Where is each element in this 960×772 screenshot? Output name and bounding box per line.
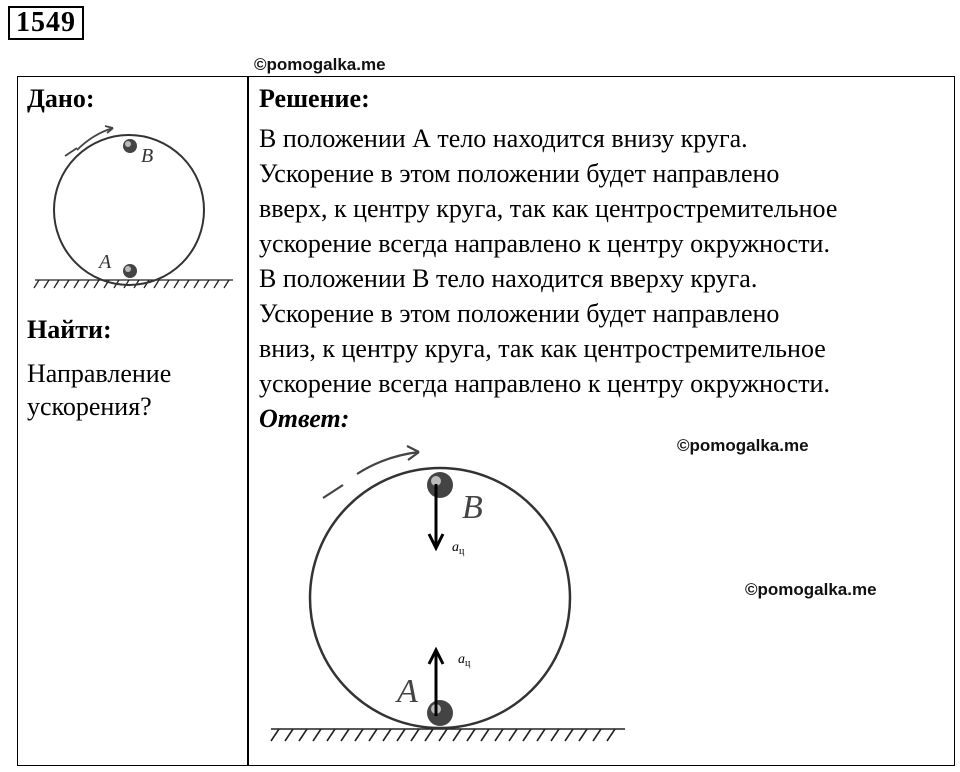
- find-text: [27, 357, 171, 423]
- motion-arrow-icon: [65, 126, 113, 156]
- body-b: [427, 472, 453, 498]
- label-b: B: [462, 489, 483, 526]
- find-line: Направление: [27, 359, 172, 388]
- track-circle: [310, 468, 570, 728]
- column-divider: [247, 76, 249, 766]
- solution-line: ускорение всегда направлено к центру окружности.: [259, 369, 830, 398]
- given-heading: Дано:: [27, 84, 95, 113]
- solution-heading: Решение:: [259, 84, 370, 113]
- find-line: ускорения?: [27, 392, 152, 421]
- watermark-middle: ©pomogalka.me: [677, 436, 809, 455]
- solution-line: вниз, к центру круга, так как центростремительное: [259, 334, 826, 363]
- watermark-top: ©pomogalka.me: [254, 55, 386, 74]
- accel-label-top: $a_ц$: [452, 540, 465, 557]
- track-circle: [54, 135, 204, 285]
- solution-line: Ускорение в этом положении будет направлено: [259, 159, 780, 188]
- label-b: B: [141, 145, 154, 167]
- solution-line: В положении А тело находится внизу круга.: [259, 124, 748, 153]
- given-figure: [29, 120, 239, 296]
- solution-line: Ускорение в этом положении будет направлено: [259, 299, 780, 328]
- solution-line: ускорение всегда направлено к центру окружности.: [259, 229, 830, 258]
- answer-heading: Ответ:: [259, 404, 350, 433]
- problem-number: 1549: [8, 6, 84, 40]
- label-a: A: [397, 673, 418, 710]
- accel-label-bottom: $a_ц$: [458, 652, 471, 669]
- body-a: [427, 700, 453, 726]
- label-a: A: [99, 251, 112, 273]
- ground-hatching: [271, 729, 625, 741]
- answer-figure: [259, 438, 637, 763]
- find-heading: Найти:: [27, 315, 112, 344]
- solution-line: вверх, к центру круга, так как центростремительное: [259, 194, 838, 223]
- solution-line: В положении В тело находится вверху круга.: [259, 264, 758, 293]
- watermark-right: ©pomogalka.me: [745, 580, 877, 599]
